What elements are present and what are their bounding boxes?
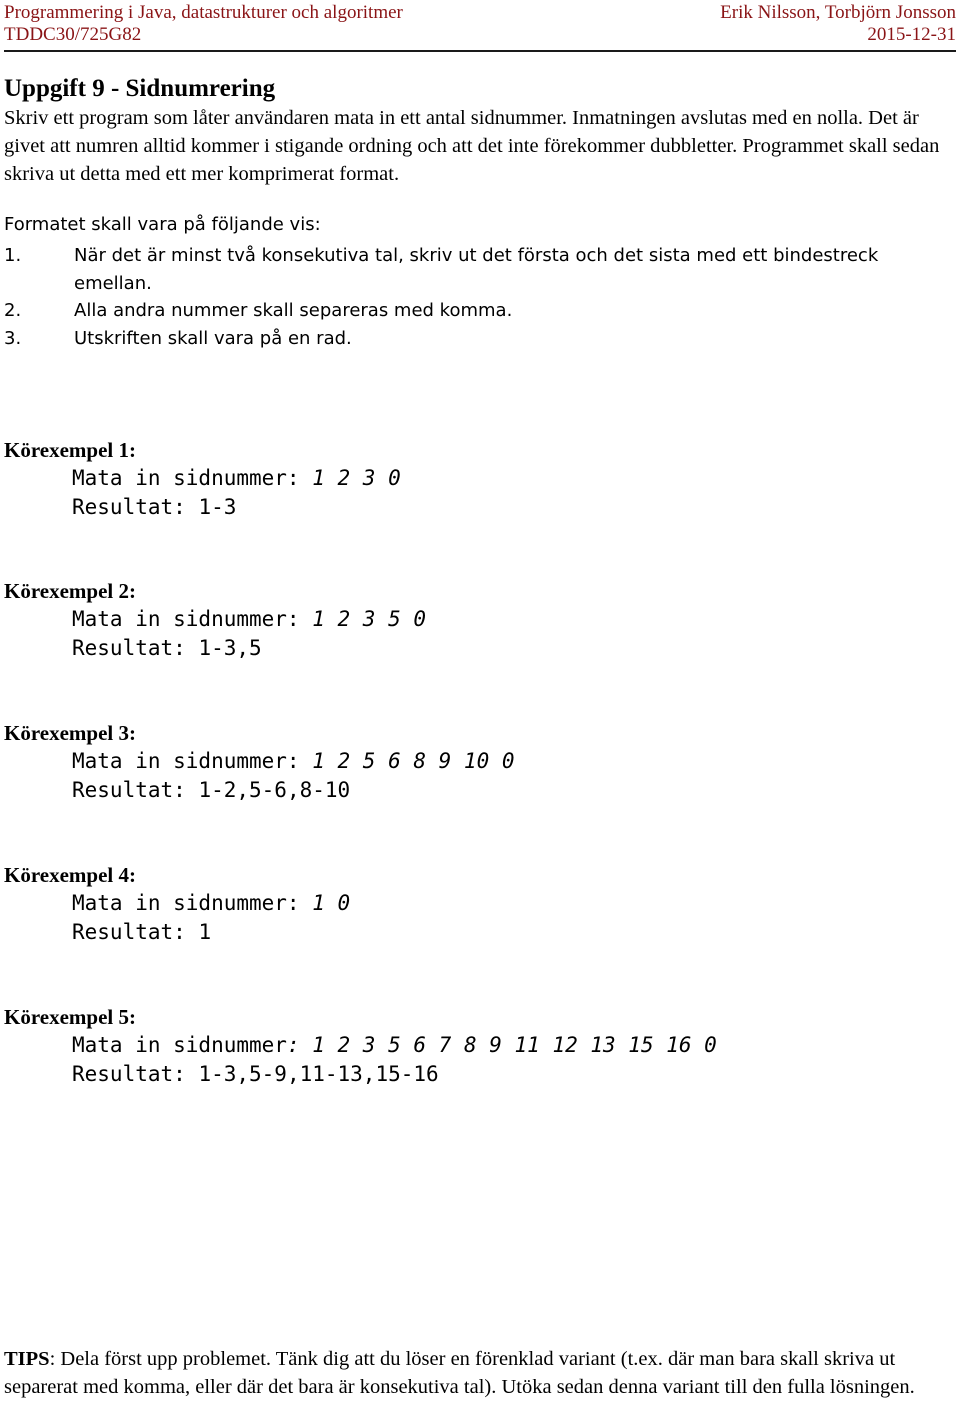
input-prompt: Mata in sidnummer	[72, 1033, 287, 1057]
result-label: Resultat:	[72, 636, 199, 660]
rule-text: När det är minst två konsekutiva tal, skriv ut det första och det sista med ett bindestreck emellan.	[74, 245, 879, 294]
header-divider	[4, 50, 956, 52]
rule-text: Utskriften skall vara på en rad.	[74, 327, 352, 349]
example-result-line	[72, 634, 944, 663]
run-example-5	[4, 1003, 944, 1089]
input-values: 1 2 3 5 6 7 8 9 11 12 13 15 16 0	[312, 1033, 717, 1057]
example-title: Körexempel 3:	[4, 721, 136, 745]
document-date: 2015-12-31	[867, 24, 956, 45]
format-rules-list	[4, 242, 952, 352]
authors: Erik Nilsson, Torbjörn Jonsson	[720, 2, 956, 23]
input-values: 1 0	[312, 891, 351, 915]
input-prompt: Mata in sidnummer:	[72, 466, 313, 490]
page-header	[4, 0, 956, 56]
course-code: TDDC30/725G82	[4, 24, 142, 45]
list-item	[4, 325, 952, 353]
example-input-line	[72, 605, 944, 634]
example-title: Körexempel 2:	[4, 579, 136, 603]
example-result-line	[72, 918, 944, 947]
format-heading: Formatet skall vara på följande vis:	[4, 214, 321, 235]
result-value: 1-3,5-9,11-13,15-16	[198, 1062, 439, 1086]
result-value: 1-3	[198, 495, 237, 519]
example-title: Körexempel 1:	[4, 438, 136, 462]
course-name: Programmering i Java, datastrukturer och algoritmer	[4, 2, 403, 23]
rule-text: Alla andra nummer skall separeras med komma.	[74, 300, 513, 321]
tips-label: TIPS	[4, 1348, 50, 1370]
input-values: 1 2 5 6 8 9 10 0	[312, 749, 515, 773]
tips-text: : Dela först upp problemet. Tänk dig att du löser en förenklad variant (t.ex. där man bara skall skriva ut separerat med komma, eller där det bara är konsekutiva tal). Utöka sedan denna variant till den fulla lösningen.	[4, 1348, 915, 1398]
example-input-line	[72, 889, 944, 918]
list-item	[4, 242, 952, 297]
example-result-line	[72, 776, 944, 805]
run-example-4	[4, 861, 944, 947]
run-example-1	[4, 436, 944, 522]
rule-number: 2.	[4, 300, 22, 321]
task-title: Uppgift 9 - Sidnumrering	[4, 75, 276, 102]
rule-number: 1.	[4, 245, 22, 266]
input-prompt: Mata in sidnummer:	[72, 891, 313, 915]
input-prompt: Mata in sidnummer:	[72, 607, 313, 631]
result-value: 1-2,5-6,8-10	[198, 778, 351, 802]
result-value: 1	[198, 920, 212, 944]
result-label: Resultat:	[72, 1062, 199, 1086]
example-input-line	[72, 1031, 944, 1060]
result-label: Resultat:	[72, 495, 199, 519]
input-prompt: Mata in sidnummer:	[72, 749, 313, 773]
run-example-3	[4, 719, 944, 805]
rule-number: 3.	[4, 327, 22, 349]
example-title: Körexempel 4:	[4, 863, 136, 887]
result-label: Resultat:	[72, 778, 199, 802]
result-value: 1-3,5	[198, 636, 262, 660]
example-title: Körexempel 5:	[4, 1005, 136, 1029]
run-example-2	[4, 577, 944, 663]
input-values: 1 2 3 5 0	[312, 607, 427, 631]
example-result-line	[72, 493, 944, 522]
list-item	[4, 297, 952, 325]
example-result-line	[72, 1060, 944, 1089]
task-intro: Skriv ett program som låter användaren mata in ett antal sidnummer. Inmatningen avslutas med en nolla. Det är givet att numren alltid kommer i stigande ordning och att det inte förekommer dubbletter. Programmet skall sedan skriva ut detta med ett mer komprimerat format.	[4, 107, 940, 185]
example-input-line	[72, 464, 944, 493]
prompt-colon: :	[286, 1033, 313, 1057]
result-label: Resultat:	[72, 920, 199, 944]
tips-paragraph	[4, 1345, 956, 1401]
input-values: 1 2 3 0	[312, 466, 401, 490]
example-input-line	[72, 747, 944, 776]
